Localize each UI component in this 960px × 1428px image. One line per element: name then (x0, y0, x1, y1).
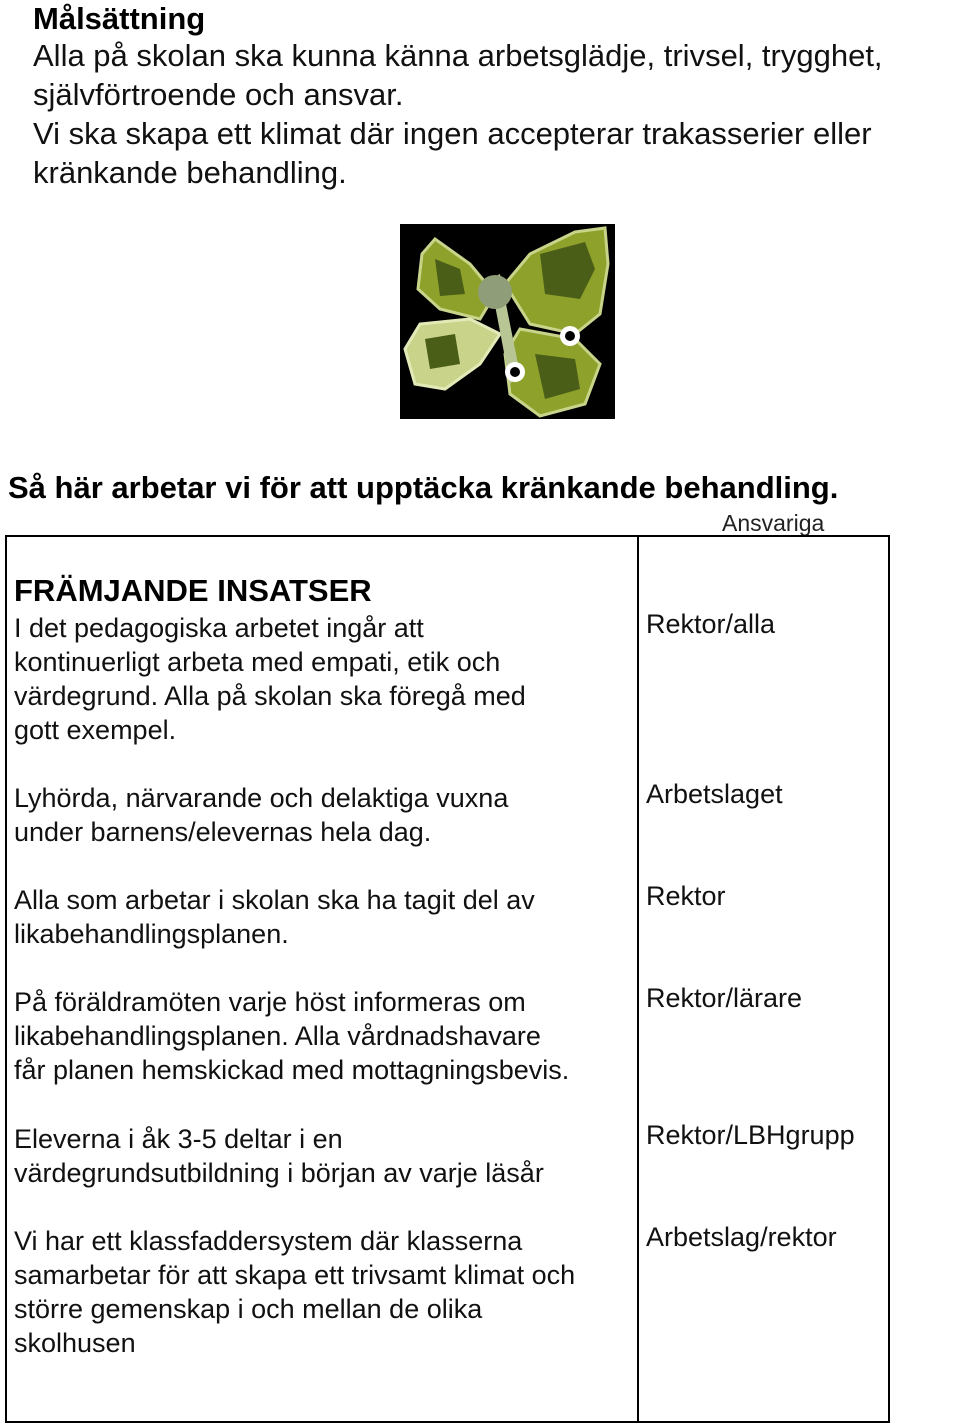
goal-section (33, 2, 958, 192)
goal-line: Vi ska skapa ett klimat där ingen accepterar trakasserier eller (33, 116, 872, 151)
measures-table (5, 535, 890, 1423)
measure-line: samarbetar för att skapa ett trivsamt klimat och (14, 1260, 576, 1290)
responsible-cell: Rektor/lärare (646, 983, 803, 1013)
goal-line: kränkande behandling. (33, 155, 347, 190)
section-title: Så här arbetar vi för att upptäcka kränkande behandling. (8, 470, 839, 505)
measure-line: värdegrund. Alla på skolan ska föregå med (14, 681, 526, 711)
responsible-cell: Rektor/LBHgrupp (646, 1120, 855, 1150)
measure-line: kontinuerligt arbeta med empati, etik och (14, 647, 501, 677)
responsible-cell: Arbetslaget (646, 779, 783, 809)
responsible-cell: Arbetslag/rektor (646, 1222, 837, 1252)
measure-line: Vi har ett klassfaddersystem där klasserna (14, 1226, 523, 1256)
insatser-title: FRÄMJANDE INSATSER (14, 573, 372, 608)
butterfly-icon (400, 224, 615, 419)
measure-line: Eleverna i åk 3-5 deltar i en (14, 1124, 343, 1154)
goal-line: Alla på skolan ska kunna känna arbetsglädje, trivsel, trygghet, (33, 38, 883, 73)
measure-line: får planen hemskickad med mottagningsbevis. (14, 1055, 570, 1085)
measure-line: under barnens/elevernas hela dag. (14, 817, 432, 847)
column-divider (637, 537, 639, 1421)
measure-line: gott exempel. (14, 715, 177, 745)
measure-line: Alla som arbetar i skolan ska ha tagit del av (14, 885, 535, 915)
measure-line: likabehandlingsplanen. Alla vårdnadshavare (14, 1021, 541, 1051)
measure-item (14, 985, 634, 1087)
measure-line: Lyhörda, närvarande och delaktiga vuxna (14, 783, 509, 813)
goal-title: Målsättning (33, 1, 206, 36)
measure-line: likabehandlingsplanen. (14, 919, 289, 949)
measure-line: skolhusen (14, 1328, 136, 1358)
measure-item (14, 1224, 634, 1360)
responsible-header: Ansvariga (722, 510, 825, 536)
measure-item (14, 883, 634, 951)
measure-line: I det pedagogiska arbetet ingår att (14, 613, 424, 643)
measure-item (14, 611, 634, 747)
responsible-cell: Rektor/alla (646, 609, 776, 639)
measure-line: större gemenskap i och mellan de olika (14, 1294, 483, 1324)
responsible-cell: Rektor (646, 881, 726, 911)
butterfly-image (400, 224, 615, 419)
measure-line: värdegrundsutbildning i början av varje läsår (14, 1158, 544, 1188)
measure-item (14, 1122, 634, 1190)
goal-line: självförtroende och ansvar. (33, 77, 404, 112)
measure-line: På föräldramöten varje höst informeras om (14, 987, 526, 1017)
measure-item (14, 781, 634, 849)
